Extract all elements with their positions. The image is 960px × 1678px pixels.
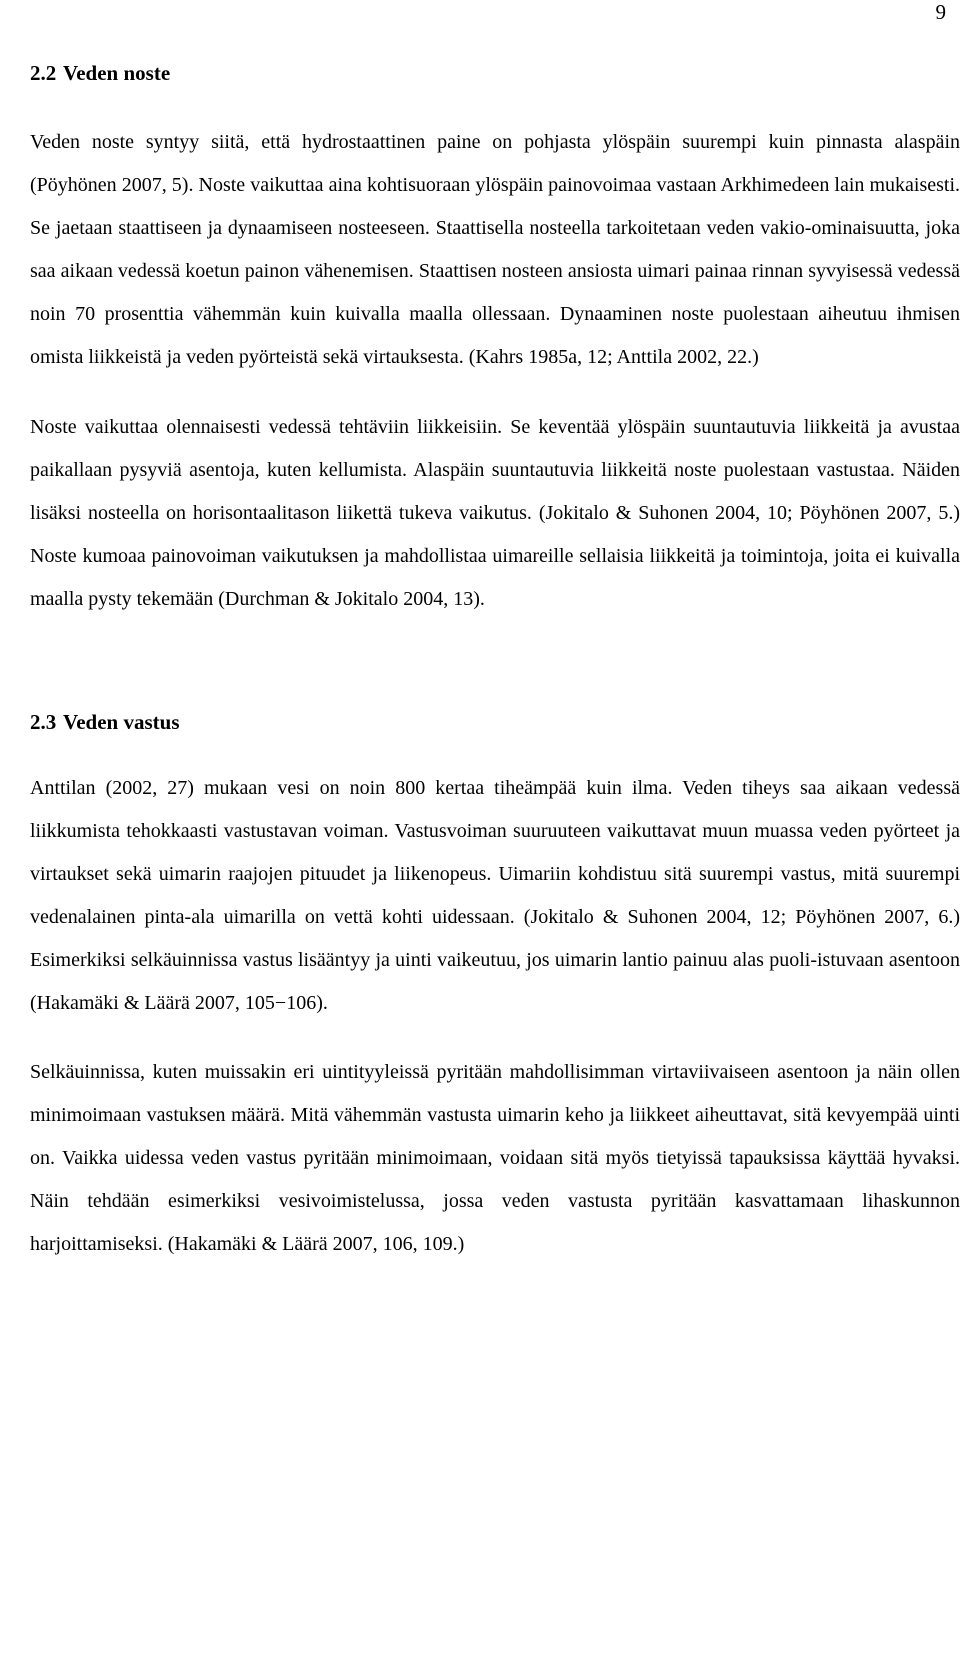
section-number: 2.2 — [30, 61, 57, 85]
section-heading-veden-vastus — [30, 706, 960, 738]
paragraph-vastus-2: Selkäuinnissa, kuten muissakin eri uintityyleissä pyritään mahdollisimman virtaviivaiseen asentoon ja näin ollen minimoimaan vastuksen määrä. Mitä vähemmän vastusta uimarin keho ja liikkeet aiheuttavat, sitä kevyempää uinti on. Vaikka uidessa veden vastus pyritään minimoimaan, voidaan sitä myös tietyissä tapauksissa käyttää hyvaksi. Näin tehdään esimerkiksi vesivoimistelussa, jossa veden vastusta pyritään kasvattamaan lihaskunnon harjoittamiseksi. (Hakamäki & Läärä 2007, 106, 109.) — [30, 1061, 960, 1255]
paragraph-noste-2: Noste vaikuttaa olennaisesti vedessä tehtäviin liikkeisiin. Se keventää ylöspäin suuntautuvia liikkeitä ja avustaa paikallaan pysyviä asentoja, kuten kellumista. Alaspäin suuntautuvia liikkeitä noste puolestaan vastustaa. Näiden lisäksi nosteella on horisontaalitason liikettä tukeva vaikutus. (Jokitalo & Suhonen 2004, 10; Pöyhönen 2007, 5.) Noste kumoaa painovoiman vaikutuksen ja mahdollistaa uimareille sellaisia liikkeitä ja toimintoja, joita ei kuivalla maalla pysty tekemään (Durchman & Jokitalo 2004, 13). — [30, 416, 960, 610]
section-title: Veden vastus — [63, 710, 180, 734]
section-number: 2.3 — [30, 710, 57, 734]
section-heading-veden-noste — [30, 57, 960, 89]
page-number: 9 — [935, 0, 946, 24]
section-title: Veden noste — [63, 61, 171, 85]
document-body — [30, 52, 960, 1266]
paragraph-vastus-1: Anttilan (2002, 27) mukaan vesi on noin 800 kertaa tiheämpää kuin ilma. Veden tiheys saa aikaan vedessä liikkumista tehokkaasti vastustavan voiman. Vastusvoiman suuruuteen vaikuttavat muun muassa veden pyörteet ja virtaukset sekä uimarin raajojen pituudet ja liikenopeus. Uimariin kohdistuu sitä suurempi vastus, mitä suurempi vedenalainen pinta-ala uimarilla on vettä kohti uidessaan. (Jokitalo & Suhonen 2004, 12; Pöyhönen 2007, 6.) Esimerkiksi selkäuinnissa vastus lisääntyy ja uinti vaikeutuu, jos uimarin lantio painuu alas puoli-istuvaan asentoon (Hakamäki & Läärä 2007, 105−106). — [30, 777, 960, 1014]
paragraph-noste-1: Veden noste syntyy siitä, että hydrostaattinen paine on pohjasta ylöspäin suurempi kuin pinnasta alaspäin (Pöyhönen 2007, 5). Noste vaikuttaa aina kohtisuoraan ylöspäin painovoimaa vastaan Arkhimedeen lain mukaisesti. Se jaetaan staattiseen ja dynaamiseen nosteeseen. Staattisella nosteella tarkoitetaan veden vakio-ominaisuutta, joka saa aikaan vedessä koetun painon vähenemisen. Staattisen nosteen ansiosta uimari painaa rinnan syvyisessä vedessä noin 70 prosenttia vähemmän kuin kuivalla maalla ollessaan. Dynaaminen noste puolestaan aiheutuu ihmisen omista liikkeistä ja veden pyörteistä sekä virtauksesta. (Kahrs 1985a, 12; Anttila 2002, 22.) — [30, 131, 960, 368]
